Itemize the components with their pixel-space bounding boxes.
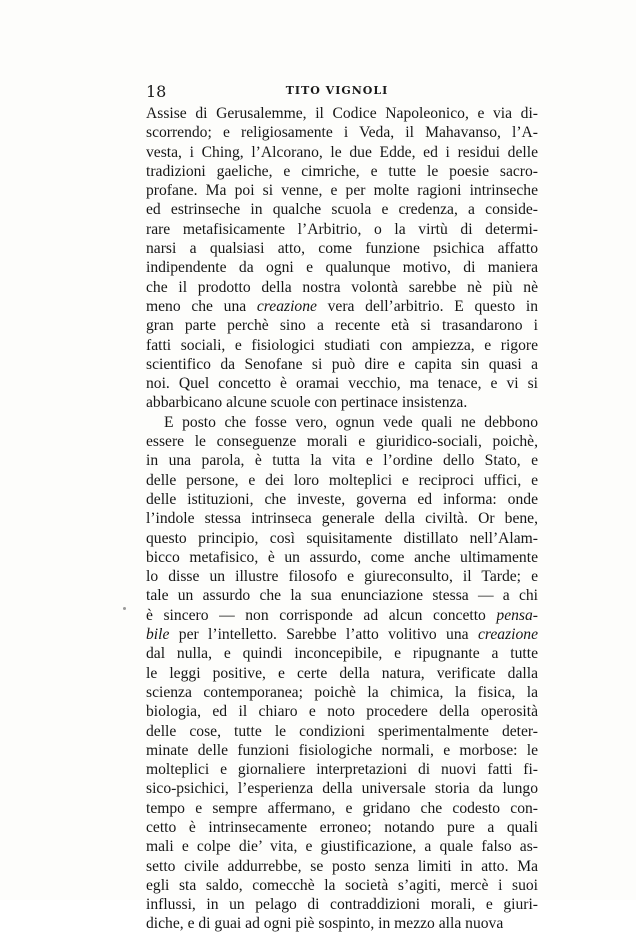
text-line: delle istituzioni, che investe, governa ed informa: onde	[146, 490, 538, 508]
text-line: minate delle funzioni fisiologiche normali, e morbose: le	[146, 741, 538, 759]
text-line: è sincero — non corrisponde ad alcun concetto pensa-	[146, 606, 538, 624]
text-line: noi. Quel concetto è oramai vecchio, ma tenace, e vi si	[146, 375, 538, 393]
text-line: indipendente da ogni e qualunque motivo, di maniera	[146, 259, 538, 277]
text-line: meno che una creazione vera dell’arbitrio. E questo in	[146, 297, 538, 315]
text-line: egli sta saldo, comecchè la società s’agiti, mercè i suoi	[146, 876, 538, 894]
text-line: lo disse un illustre filosofo e giureconsulto, il Tarde; e	[146, 568, 538, 586]
text-line: molteplici e giornaliere interpretazioni di nuovi fatti fi-	[146, 761, 538, 779]
text-line: questo principio, così squisitamente distillato nell’Alam-	[146, 529, 538, 547]
text-line: narsi a qualsiasi atto, come funzione psichica affatto	[146, 240, 538, 258]
text-line: E posto che fosse vero, ognun vede quali ne debbono	[164, 413, 538, 431]
text-line: ed estrinseche in qualche scuola e credenza, a conside-	[146, 201, 538, 219]
text-line: fatti sociali, e fisiologici studiati con ampiezza, e rigore	[146, 336, 538, 354]
text-line: cetto è intrinsecamente erroneo; notando pure a quali	[146, 818, 538, 836]
text-line: in una parola, è tutta la vita e l’ordine dello Stato, e	[146, 452, 538, 470]
text-line: abbarbicano alcune scuole con pertinace insistenza.	[146, 394, 468, 412]
text-line: l’indole stessa intrinseca generale della civiltà. Or bene,	[146, 510, 538, 528]
text-line: essere le conseguenze morali e giuridico-sociali, poichè,	[146, 433, 538, 451]
text-line: bile per l’intelletto. Sarebbe l’atto volitivo una creazione	[146, 626, 538, 644]
text-line: tale un assurdo che la sua enunciazione stessa — a chi	[146, 587, 538, 605]
text-line: delle persone, e dei loro molteplici e reciproci uffici, e	[146, 471, 538, 489]
text-line: dal nulla, e quindi inconcepibile, e ripugnante a tutte	[146, 645, 538, 663]
text-line: sico-psichici, l’esperienza della universale storia da lungo	[146, 780, 538, 798]
text-line: bicco metafisico, è un assurdo, come anche ultimamente	[146, 548, 538, 566]
text-line: Assise di Gerusalemme, il Codice Napoleonico, e via di-	[146, 105, 538, 122]
text-line: rare metafisicamente l’Arbitrio, o la virtù di determi-	[146, 220, 538, 238]
text-line: scientifico da Senofane si può dire e capita sin quasi a	[146, 355, 538, 373]
page-number: 18	[146, 82, 167, 101]
text-line: tempo e sempre affermano, e gridano che codesto con-	[146, 799, 538, 817]
text-line: tradizioni gaeliche, e cimriche, e tutte le poesie sacro-	[146, 162, 538, 180]
text-line: delle cose, tutte le condizioni sperimentalmente deter-	[146, 722, 538, 740]
margin-speck	[123, 607, 126, 610]
text-line: che il prodotto della nostra volontà sarebbe nè più nè	[146, 278, 538, 296]
text-line: biologia, ed il chiaro e noto procedere della operosità	[146, 703, 538, 721]
text-line: mali e colpe die’ vita, e giustificazione, a quale falso as-	[146, 838, 538, 856]
text-line: vesta, i Ching, l’Alcorano, le due Edde, ed i residui delle	[146, 143, 538, 161]
body-text	[146, 104, 538, 934]
text-line: scienza contemporanea; poichè la chimica, la fisica, la	[146, 683, 538, 701]
text-line: influssi, in un pelago di contraddizioni morali, e giuri-	[146, 896, 538, 914]
running-head: TITO VIGNOLI	[285, 84, 389, 97]
text-line: diche, e di guai ad ogni piè sospinto, in mezzo alla nuova	[146, 915, 504, 933]
text-line: le leggi positive, e certe della natura, verificate dalla	[146, 664, 538, 682]
text-line: scorrendo; e religiosamente i Veda, il Mahavanso, l’A-	[146, 124, 538, 142]
text-line: profane. Ma poi si venne, e per molte ragioni intrinseche	[146, 182, 538, 200]
text-line: setto civile addurrebbe, se posto senza limiti in atto. Ma	[146, 857, 538, 875]
text-line: gran parte perchè sino a recente età si trasandarono i	[146, 317, 538, 335]
page-header	[146, 82, 528, 102]
